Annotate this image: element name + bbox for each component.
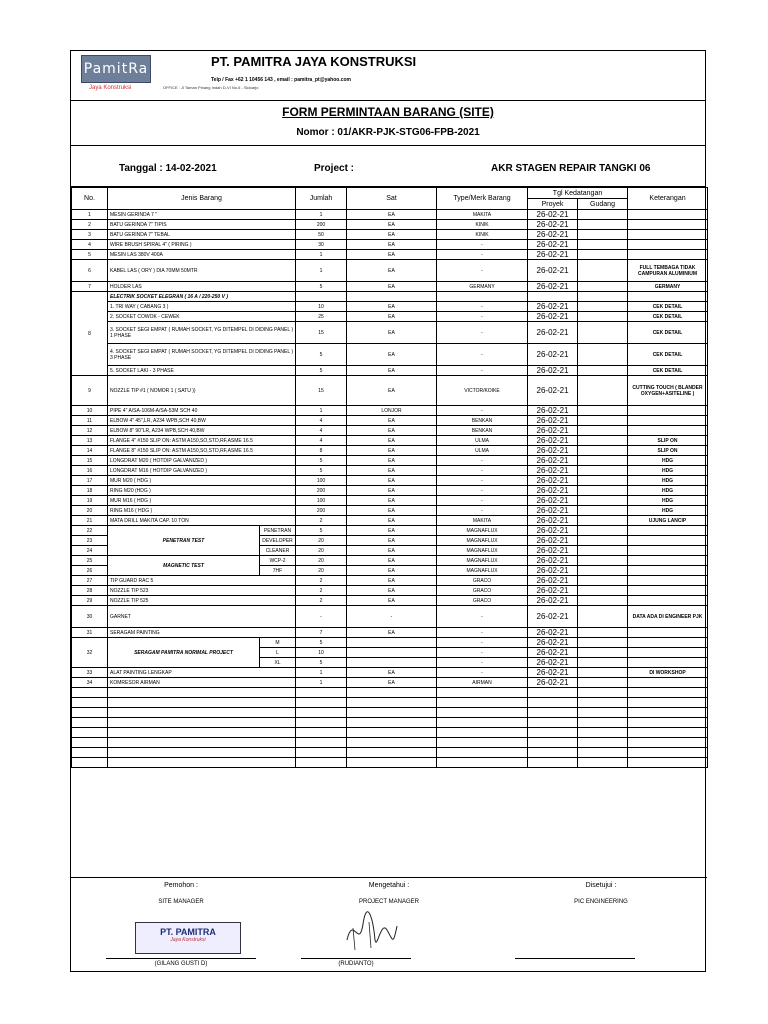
col-type: Type/Merk Barang (437, 188, 528, 210)
table-row: L 10 - 26-02-21 (72, 648, 708, 658)
items-table (71, 187, 708, 768)
table-row: 3 BATU GERINDA 7" TEBAL 50 EA KINIK 26-02-21 (72, 230, 708, 240)
table-row: 2. SOCKET COWOK - CEWEK 25 EA - 26-02-21 CEK DETAIL (72, 312, 708, 322)
table-row: 24 CLEANER 20 EA MAGNAFLUX 26-02-21 (72, 546, 708, 556)
signature-block (71, 877, 707, 974)
company-header (71, 51, 705, 101)
empty-row (72, 738, 708, 748)
table-row: 7 HOLDER LAS 5 EA GERMANY 26-02-21 GERMANY (72, 282, 708, 292)
table-row: 9 NOZZLE TIP #1 ( NOMOR 1 ( SATU )) 15 EA VICTOR/KOIKE 26-02-21 CUTTING TOUCH ( BLANDER OXYGEN+ASITELINE ) (72, 376, 708, 406)
col-gudang: Gudang (578, 199, 628, 210)
table-row: 4 WIRE BRUSH SPIRAL 4" ( PIRING ) 30 EA - 26-02-21 (72, 240, 708, 250)
company-contact: Telp / Fax +62 1 10456 143 , email : pamitra_pt@yahoo.com (211, 77, 351, 83)
sig-pemohon-title: Pemohon : (164, 882, 198, 889)
table-row: 17 MUR M20 ( HDG ) 100 EA - 26-02-21 HDG (72, 476, 708, 486)
table-row: 34 KOMRESOR AIRMAN 1 EA AIRMAN 26-02-21 (72, 678, 708, 688)
col-jumlah: Jumlah (296, 188, 347, 210)
project-label: Project : (314, 163, 355, 174)
table-row: 19 MUR M16 ( HDG ) 100 EA - 26-02-21 HDG (72, 496, 708, 506)
table-row: 16 LONGDRAT M16 ( HOTDIP GALVANIZED ) 5 EA - 26-02-21 HDG (72, 466, 708, 476)
table-row: 31 SERAGAM PAINTING 7 EA - 26-02-21 (72, 628, 708, 638)
table-row: 1. TRI WAY ( CABANG 3 ) 10 EA - 26-02-21 CEK DETAIL (72, 302, 708, 312)
table-row: 26 7HF 20 EA MAGNAFLUX 26-02-21 (72, 566, 708, 576)
company-stamp: PT. PAMITRA Jaya Konstruksi (135, 922, 241, 954)
empty-row (72, 728, 708, 738)
table-row: 18 RING M20 (HDG ) 200 EA - 26-02-21 HDG (72, 486, 708, 496)
col-sat: Sat (347, 188, 437, 210)
empty-row (72, 718, 708, 728)
project-name: AKR STAGEN REPAIR TANGKI 06 (491, 163, 651, 174)
empty-row (72, 758, 708, 768)
company-logo: PamitRa (81, 55, 151, 83)
table-row: 27 TIP GUARD RAC 5 2 EA GRACO 26-02-21 (72, 576, 708, 586)
table-row: 5 MESIN LAS 380V 400A 1 EA - 26-02-21 (72, 250, 708, 260)
table-row: 32 SERAGAM PAMITRA NORIMAL PROJECT M 5 - 26-02-21 (72, 638, 708, 648)
sig-disetujui-role: PIC ENGINEERING (574, 899, 628, 905)
table-row: 3. SOCKET SEGI EMPAT ( RUMAH SOCKET, YG DITEMPEL DI DIDING PANEL ) 1 PHASE 15 EA - 26-02-21 CEK DETAIL (72, 322, 708, 344)
handwritten-signature (339, 910, 399, 956)
form-sheet (70, 50, 706, 972)
table-row: 4. SOCKET SEGI EMPAT ( RUMAH SOCKET, YG DITEMPEL DI DIDING PANEL ) 3 PHASE 5 EA - 26-02-21 CEK DETAIL (72, 344, 708, 366)
table-row-group-header: 8 ELECTRIK SOCKET ELEGRAN ( 16 A / 220-250 V ) (72, 292, 708, 302)
empty-row (72, 748, 708, 758)
table-row: 23 DEVELOPER 20 EA MAGNAFLUX 26-02-21 (72, 536, 708, 546)
table-row: 15 LONGDRAT M20 ( HOTDIP GALVANIZED ) 5 EA - 26-02-21 HDG (72, 456, 708, 466)
table-row: 33 ALAT PAINTING LENGKAP 1 EA - 26-02-21 DI WORKSHOP (72, 668, 708, 678)
table-row: XL 5 - 26-02-21 (72, 658, 708, 668)
col-no: No. (72, 188, 108, 210)
table-row: 2 BATU GERINDA 7" TIPIS 200 EA KINIK 26-02-21 (72, 220, 708, 230)
form-meta (71, 146, 705, 187)
items-body (72, 210, 708, 768)
sig-mengetahui-name: (RUDIANTO) (301, 958, 411, 967)
table-row: 5. SOCKET LAKI - 3 PHASE 5 EA - 26-02-21 CEK DETAIL (72, 366, 708, 376)
sig-mengetahui-title: Mengetahui : (368, 882, 410, 889)
col-jenis: Jenis Barang (108, 188, 296, 210)
col-tgl: Tgl Kedatangan (528, 188, 628, 199)
col-proyek: Proyek (528, 199, 578, 210)
table-row: 1 MESIN GERINDA 7 " 1 EA MAKITA 26-02-21 (72, 210, 708, 220)
table-row: 14 FLANGE 8" #150 SLIP ON: ASTM A150,SO,STD,RF,ASME 16.5 8 EA ULMA 26-02-21 SLIP ON (72, 446, 708, 456)
sig-pemohon-role: SITE MANAGER (158, 899, 204, 905)
form-title: FORM PERMINTAAN BARANG (SITE) (282, 105, 494, 119)
col-ket: Keterangan (628, 188, 708, 210)
table-row: 21 MATA DRILL MAKITA CAP. 10 TON 2 EA MAKITA 26-02-21 UJUNG LANCIP (72, 516, 708, 526)
table-row: 29 NOZZLE TIP 525 2 EA GRACO 26-02-21 (72, 596, 708, 606)
sig-disetujui-title: Disetujui : (585, 882, 617, 889)
form-title-block (71, 101, 705, 146)
sig-pemohon (81, 878, 281, 967)
table-row: 22 PENETRAN TEST PENETRAN 5 EA MAGNAFLUX 26-02-21 (72, 526, 708, 536)
sig-mengetahui-role: PROJECT MANAGER (359, 899, 419, 905)
table-row: 13 FLANGE 4" #150 SLIP ON: ASTM A150,SO,STD,RF,ASME 16.5 4 EA ULMA 26-02-21 SLIP ON (72, 436, 708, 446)
company-name: PT. PAMITRA JAYA KONSTRUKSI (211, 54, 417, 69)
table-row: 28 NOZZLE TIP 523 2 EA GRACO 26-02-21 (72, 586, 708, 596)
sig-mengetahui (289, 878, 489, 967)
logo-subtitle: Jaya Konstruksi (89, 85, 132, 91)
sig-disetujui (501, 878, 701, 905)
table-row: 30 GARNET - - - 26-02-21 DATA ADA DI ENGINEER PJK (72, 606, 708, 628)
empty-row (72, 708, 708, 718)
empty-row (72, 698, 708, 708)
office-address: OFFICE : Jl Taman Pinang Indah D-VI No.6 - Sidoarjo (163, 85, 259, 90)
table-row: 11 ELBOW 4" 45",LR, A234 WPB,SCH 40,BW 4 EA BENKAN 26-02-21 (72, 416, 708, 426)
table-row: 6 KABEL LAS ( ORY ) DIA 70MM 50MTR 1 EA - 26-02-21 FULL TEMBAGA TIDAK CAMPURAN ALUMINIUM (72, 260, 708, 282)
table-row: 10 PIPE 4" A/SA-106M-A/SA-53M SCH 40 1 LONJOR - 26-02-21 (72, 406, 708, 416)
form-number: Nomor : 01/AKR-PJK-STG06-FPB-2021 (296, 127, 480, 138)
empty-row (72, 688, 708, 698)
table-row: 20 RING M16 ( HDG ) 200 EA - 26-02-21 HDG (72, 506, 708, 516)
form-date: Tanggal : 14-02-2021 (119, 163, 217, 174)
sig-pemohon-name: (GILANG GUSTI D) (106, 958, 256, 967)
sig-disetujui-name (515, 958, 635, 961)
table-row: 12 ELBOW 8" 90"LR, A234 WPB,SCH 40,BW 4 EA BENKAN 26-02-21 (72, 426, 708, 436)
table-row: 25 MAGNETIC TEST WCP-2 20 EA MAGNAFLUX 26-02-21 (72, 556, 708, 566)
